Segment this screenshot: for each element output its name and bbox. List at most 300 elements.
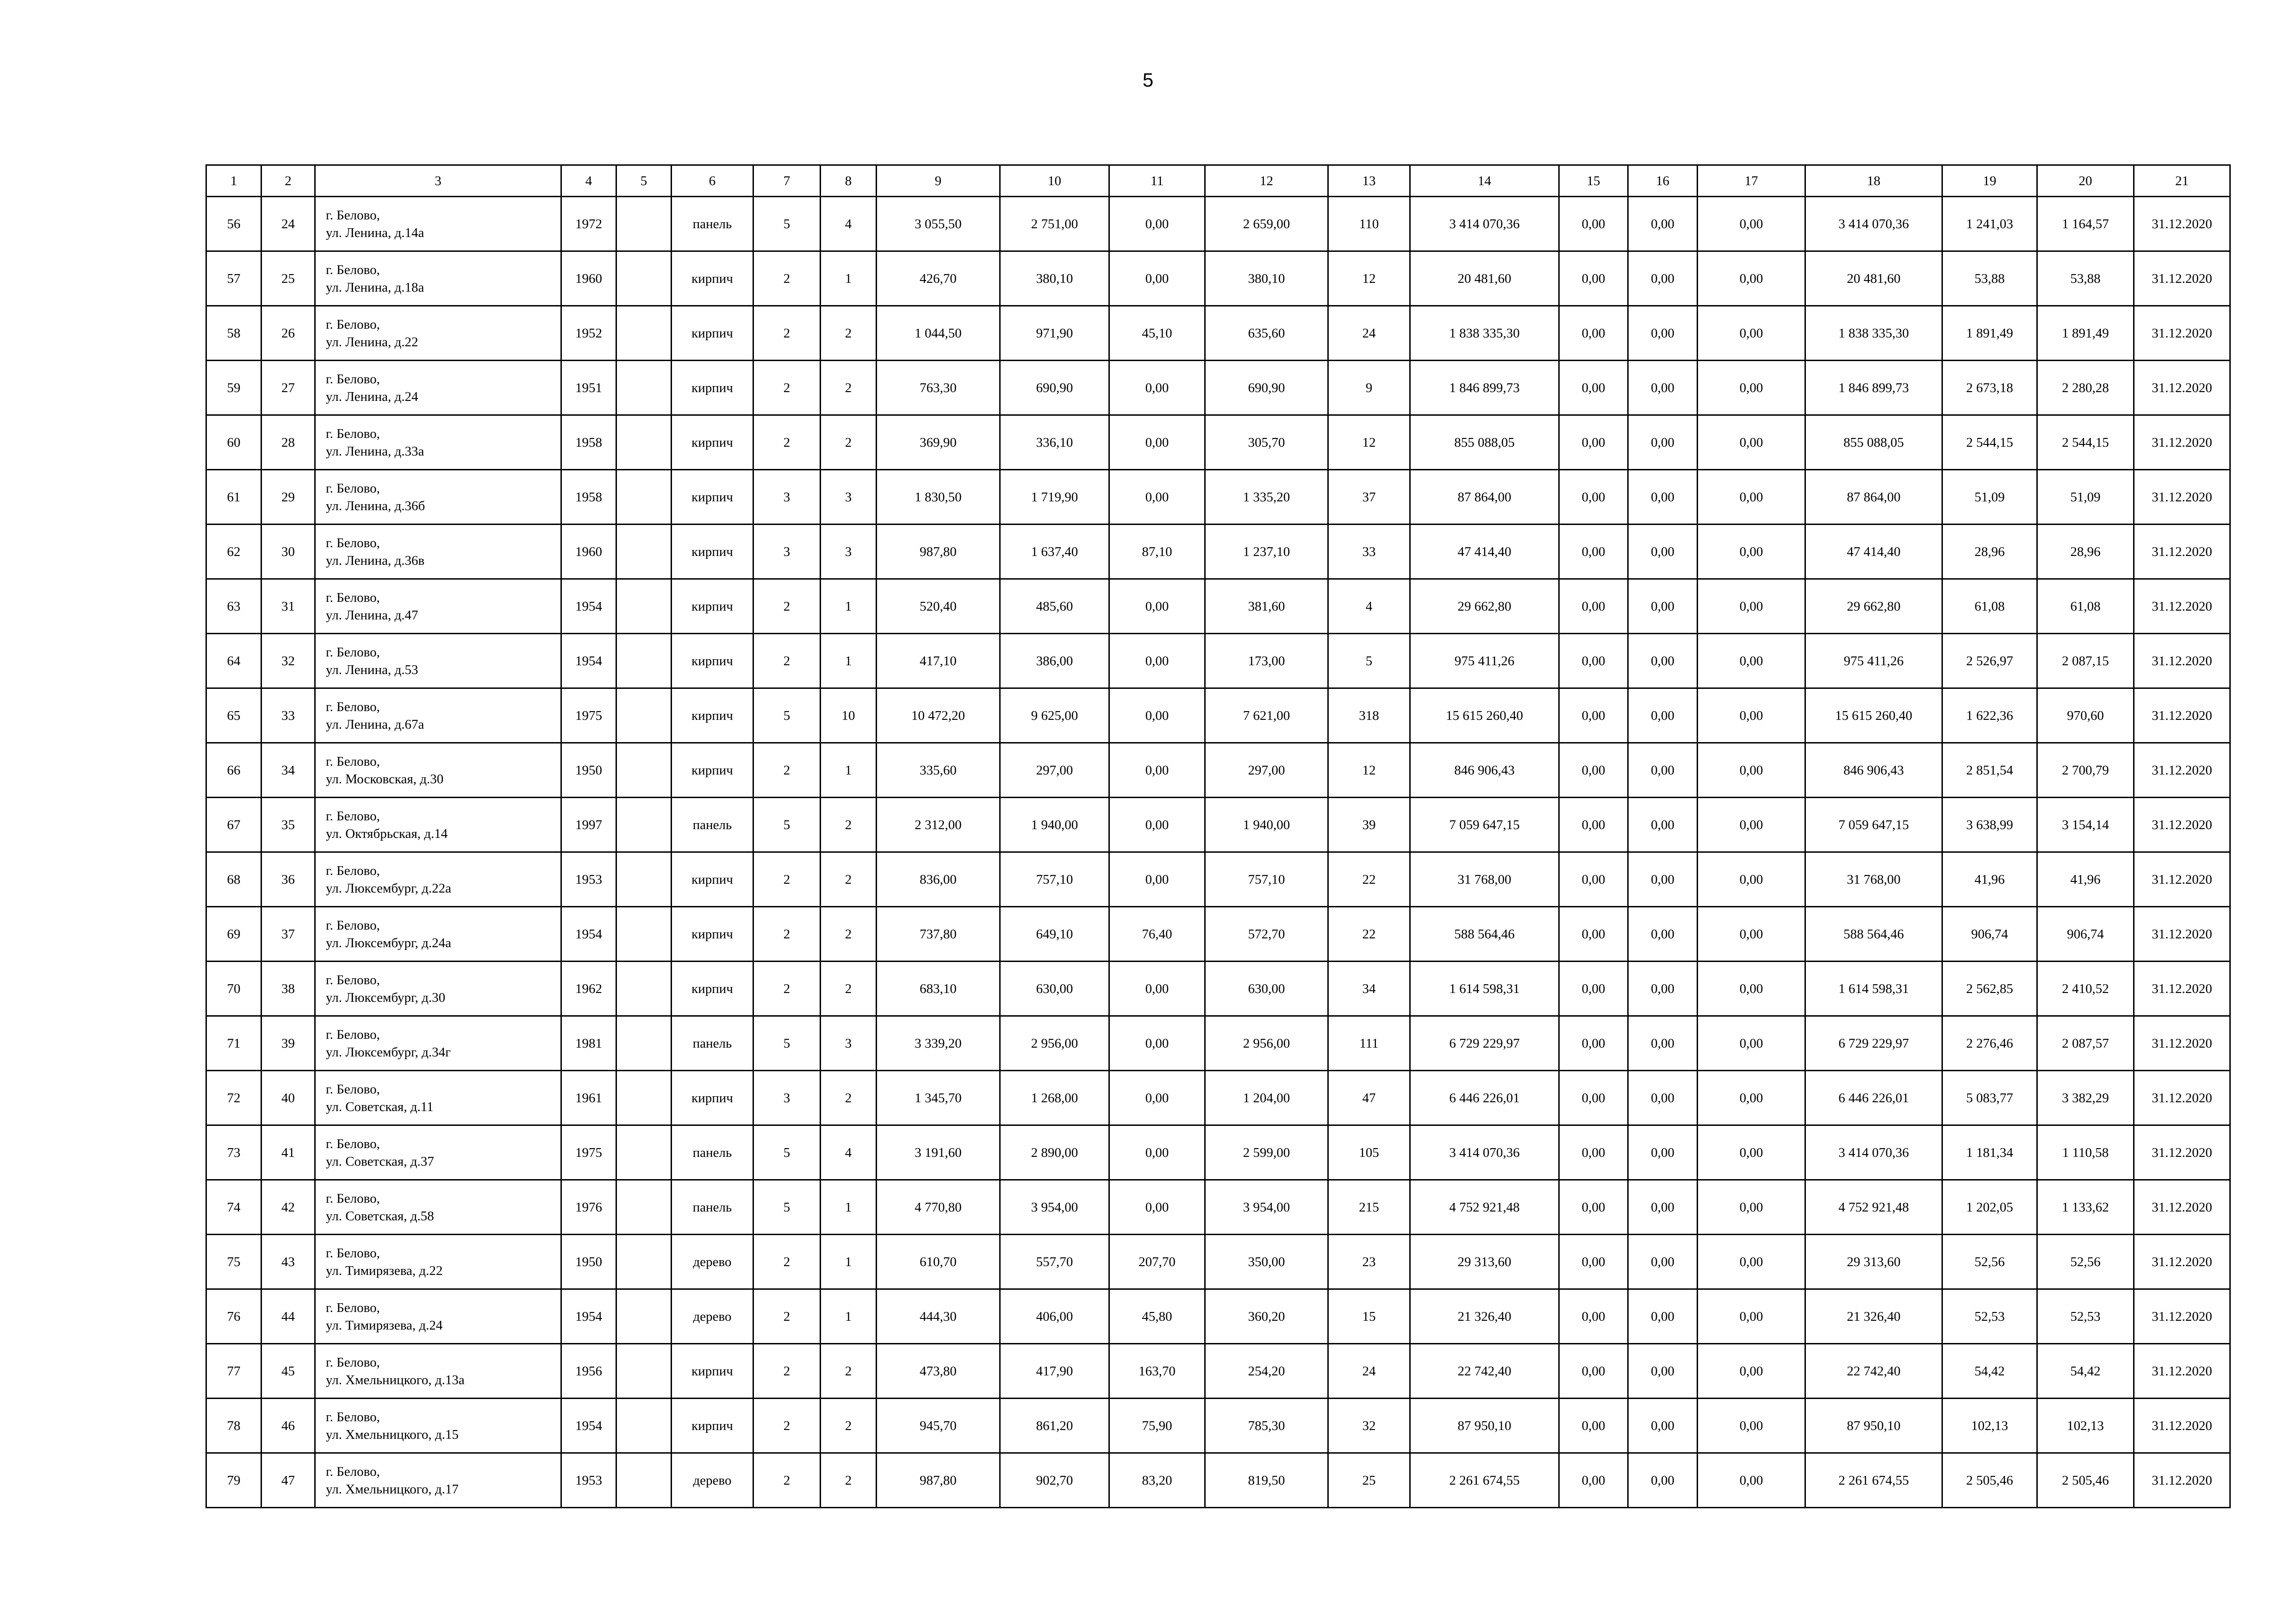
column-number-cell: 21: [2134, 165, 2230, 197]
address-city: г. Белово,: [326, 1245, 380, 1261]
table-cell-c10: 297,00: [1000, 743, 1109, 798]
table-cell-c17: 0,00: [1698, 962, 1805, 1016]
table-cell-c10: 9 625,00: [1000, 688, 1109, 743]
table-cell-c9: 3 055,50: [877, 197, 1000, 251]
table-cell-c1: 74: [206, 1180, 261, 1235]
table-cell-c6: кирпич: [672, 962, 753, 1016]
table-cell-c9: 2 312,00: [877, 798, 1000, 852]
table-cell-c21: 31.12.2020: [2134, 688, 2230, 743]
address-street: ул. Ленина, д.33а: [326, 443, 424, 459]
address-street: ул. Ленина, д.24: [326, 389, 418, 404]
column-number-cell: 18: [1805, 165, 1942, 197]
table-cell-c21: 31.12.2020: [2134, 415, 2230, 470]
table-cell-c5: [616, 1289, 672, 1344]
table-row: [206, 525, 2230, 579]
table-cell-c21: 31.12.2020: [2134, 1399, 2230, 1453]
table-cell-c4: 1958: [561, 470, 616, 525]
table-cell-c10: 861,20: [1000, 1399, 1109, 1453]
table-cell-c9: 4 770,80: [877, 1180, 1000, 1235]
table-cell-c4: 1954: [561, 634, 616, 688]
table-cell-c2: 31: [261, 579, 315, 634]
table-cell-c9: 945,70: [877, 1399, 1000, 1453]
table-cell-c18: 29 662,80: [1805, 579, 1942, 634]
table-cell-c8: 2: [821, 1453, 877, 1508]
table-row: [206, 688, 2230, 743]
table-cell-c11: 0,00: [1109, 798, 1205, 852]
table-cell-c7: 2: [753, 579, 821, 634]
table-cell-c21: 31.12.2020: [2134, 1016, 2230, 1071]
housing-registry-table: [205, 164, 2231, 1508]
table-cell-c19: 2 526,97: [1942, 634, 2037, 688]
table-cell-c13: 22: [1328, 907, 1410, 962]
address-city: г. Белово,: [326, 1136, 380, 1151]
table-cell-c6: дерево: [672, 1453, 753, 1508]
table-cell-c2: 43: [261, 1235, 315, 1289]
table-cell-c8: 3: [821, 525, 877, 579]
table-cell-c17: 0,00: [1698, 1344, 1805, 1399]
table-cell-c16: 0,00: [1628, 1016, 1698, 1071]
table-cell-c2: 28: [261, 415, 315, 470]
table-cell-c10: 1 268,00: [1000, 1071, 1109, 1125]
table-cell-c13: 4: [1328, 579, 1410, 634]
table-cell-c11: 163,70: [1109, 1344, 1205, 1399]
table-cell-c20: 2 544,15: [2037, 415, 2134, 470]
address-cell: [315, 1344, 561, 1399]
address-city: г. Белово,: [326, 699, 380, 714]
table-row: [206, 1453, 2230, 1508]
address-city: г. Белово,: [326, 207, 380, 223]
address-street: ул. Хмельницкого, д.17: [326, 1481, 459, 1497]
table-cell-c14: 87 864,00: [1410, 470, 1559, 525]
table-cell-c18: 3 414 070,36: [1805, 1125, 1942, 1180]
table-cell-c7: 5: [753, 1125, 821, 1180]
address-city: г. Белово,: [326, 317, 380, 332]
table-cell-c14: 975 411,26: [1410, 634, 1559, 688]
table-row: [206, 579, 2230, 634]
address-cell: [315, 907, 561, 962]
table-cell-c20: 51,09: [2037, 470, 2134, 525]
table-cell-c16: 0,00: [1628, 852, 1698, 907]
table-cell-c8: 2: [821, 1399, 877, 1453]
table-row: [206, 852, 2230, 907]
table-cell-c9: 1 345,70: [877, 1071, 1000, 1125]
table-cell-c6: панель: [672, 1180, 753, 1235]
table-cell-c18: 29 313,60: [1805, 1235, 1942, 1289]
table-cell-c20: 970,60: [2037, 688, 2134, 743]
table-cell-c7: 2: [753, 1235, 821, 1289]
table-cell-c14: 21 326,40: [1410, 1289, 1559, 1344]
table-cell-c6: дерево: [672, 1235, 753, 1289]
table-cell-c4: 1975: [561, 688, 616, 743]
table-cell-c6: кирпич: [672, 470, 753, 525]
table-cell-c16: 0,00: [1628, 1071, 1698, 1125]
table-cell-c20: 2 700,79: [2037, 743, 2134, 798]
table-cell-c16: 0,00: [1628, 197, 1698, 251]
table-row: [206, 1125, 2230, 1180]
table-cell-c1: 71: [206, 1016, 261, 1071]
table-cell-c2: 36: [261, 852, 315, 907]
table-cell-c9: 417,10: [877, 634, 1000, 688]
table-cell-c7: 2: [753, 743, 821, 798]
table-cell-c20: 2 410,52: [2037, 962, 2134, 1016]
table-cell-c6: кирпич: [672, 1399, 753, 1453]
table-cell-c20: 1 110,58: [2037, 1125, 2134, 1180]
table-cell-c18: 7 059 647,15: [1805, 798, 1942, 852]
table-cell-c9: 369,90: [877, 415, 1000, 470]
table-cell-c16: 0,00: [1628, 306, 1698, 361]
table-cell-c15: 0,00: [1559, 1125, 1628, 1180]
table-row: [206, 251, 2230, 306]
table-cell-c4: 1950: [561, 743, 616, 798]
table-cell-c21: 31.12.2020: [2134, 470, 2230, 525]
table-cell-c15: 0,00: [1559, 688, 1628, 743]
table-cell-c6: кирпич: [672, 634, 753, 688]
table-cell-c17: 0,00: [1698, 470, 1805, 525]
table-cell-c5: [616, 1071, 672, 1125]
table-cell-c21: 31.12.2020: [2134, 525, 2230, 579]
table-cell-c4: 1962: [561, 962, 616, 1016]
table-cell-c21: 31.12.2020: [2134, 743, 2230, 798]
table-cell-c14: 29 662,80: [1410, 579, 1559, 634]
table-cell-c8: 2: [821, 798, 877, 852]
table-cell-c13: 105: [1328, 1125, 1410, 1180]
table-cell-c13: 37: [1328, 470, 1410, 525]
table-cell-c2: 38: [261, 962, 315, 1016]
address-cell: [315, 1289, 561, 1344]
table-cell-c15: 0,00: [1559, 470, 1628, 525]
table-cell-c1: 57: [206, 251, 261, 306]
table-cell-c10: 2 890,00: [1000, 1125, 1109, 1180]
table-row: [206, 306, 2230, 361]
table-cell-c12: 572,70: [1205, 907, 1328, 962]
table-cell-c21: 31.12.2020: [2134, 306, 2230, 361]
table-cell-c4: 1960: [561, 525, 616, 579]
address-street: ул. Хмельницкого, д.15: [326, 1427, 459, 1442]
table-cell-c8: 1: [821, 1180, 877, 1235]
column-number-cell: 14: [1410, 165, 1559, 197]
table-cell-c6: панель: [672, 1016, 753, 1071]
table-cell-c2: 41: [261, 1125, 315, 1180]
table-cell-c14: 855 088,05: [1410, 415, 1559, 470]
table-cell-c14: 1 846 899,73: [1410, 361, 1559, 415]
address-city: г. Белово,: [326, 1300, 380, 1315]
table-cell-c4: 1976: [561, 1180, 616, 1235]
table-cell-c17: 0,00: [1698, 1125, 1805, 1180]
address-cell: [315, 197, 561, 251]
table-cell-c11: 45,80: [1109, 1289, 1205, 1344]
address-cell: [315, 1399, 561, 1453]
table-cell-c2: 45: [261, 1344, 315, 1399]
table-cell-c17: 0,00: [1698, 1016, 1805, 1071]
table-cell-c11: 0,00: [1109, 251, 1205, 306]
table-cell-c10: 1 719,90: [1000, 470, 1109, 525]
address-street: ул. Люксембург, д.30: [326, 990, 446, 1005]
table-cell-c13: 22: [1328, 852, 1410, 907]
table-cell-c17: 0,00: [1698, 852, 1805, 907]
address-street: ул. Советская, д.37: [326, 1154, 434, 1169]
table-cell-c2: 47: [261, 1453, 315, 1508]
table-cell-c15: 0,00: [1559, 1399, 1628, 1453]
column-number-header-row: [206, 165, 2230, 197]
address-cell: [315, 1071, 561, 1125]
table-cell-c6: кирпич: [672, 361, 753, 415]
table-cell-c13: 24: [1328, 306, 1410, 361]
table-cell-c5: [616, 306, 672, 361]
table-row: [206, 1071, 2230, 1125]
table-row: [206, 1235, 2230, 1289]
table-cell-c1: 70: [206, 962, 261, 1016]
table-cell-c10: 336,10: [1000, 415, 1109, 470]
table-cell-c12: 360,20: [1205, 1289, 1328, 1344]
address-city: г. Белово,: [326, 371, 380, 387]
table-cell-c21: 31.12.2020: [2134, 251, 2230, 306]
column-number-cell: 11: [1109, 165, 1205, 197]
table-cell-c17: 0,00: [1698, 1180, 1805, 1235]
table-cell-c19: 41,96: [1942, 852, 2037, 907]
table-cell-c20: 61,08: [2037, 579, 2134, 634]
table-cell-c14: 6 446 226,01: [1410, 1071, 1559, 1125]
table-cell-c17: 0,00: [1698, 1071, 1805, 1125]
table-cell-c2: 25: [261, 251, 315, 306]
table-cell-c4: 1954: [561, 1289, 616, 1344]
column-number-cell: 17: [1698, 165, 1805, 197]
table-cell-c9: 763,30: [877, 361, 1000, 415]
address-city: г. Белово,: [326, 754, 380, 769]
address-cell: [315, 1125, 561, 1180]
table-cell-c15: 0,00: [1559, 197, 1628, 251]
table-cell-c10: 406,00: [1000, 1289, 1109, 1344]
table-cell-c5: [616, 415, 672, 470]
table-row: [206, 470, 2230, 525]
table-cell-c9: 737,80: [877, 907, 1000, 962]
table-cell-c1: 76: [206, 1289, 261, 1344]
table-cell-c14: 3 414 070,36: [1410, 197, 1559, 251]
table-cell-c11: 0,00: [1109, 579, 1205, 634]
table-cell-c10: 1 940,00: [1000, 798, 1109, 852]
table-cell-c13: 39: [1328, 798, 1410, 852]
table-cell-c20: 2 087,57: [2037, 1016, 2134, 1071]
address-street: ул. Люксембург, д.34г: [326, 1044, 451, 1060]
address-city: г. Белово,: [326, 972, 380, 987]
address-city: г. Белово,: [326, 808, 380, 824]
table-cell-c7: 3: [753, 1071, 821, 1125]
table-cell-c15: 0,00: [1559, 962, 1628, 1016]
table-cell-c18: 20 481,60: [1805, 251, 1942, 306]
address-cell: [315, 798, 561, 852]
table-cell-c7: 2: [753, 1344, 821, 1399]
column-number-cell: 15: [1559, 165, 1628, 197]
table-cell-c16: 0,00: [1628, 1289, 1698, 1344]
table-cell-c19: 5 083,77: [1942, 1071, 2037, 1125]
table-cell-c21: 31.12.2020: [2134, 1453, 2230, 1508]
table-cell-c16: 0,00: [1628, 579, 1698, 634]
address-cell: [315, 470, 561, 525]
table-cell-c17: 0,00: [1698, 1399, 1805, 1453]
table-cell-c5: [616, 962, 672, 1016]
table-cell-c12: 3 954,00: [1205, 1180, 1328, 1235]
table-cell-c1: 78: [206, 1399, 261, 1453]
table-cell-c14: 22 742,40: [1410, 1344, 1559, 1399]
address-city: г. Белово,: [326, 863, 380, 878]
table-cell-c10: 902,70: [1000, 1453, 1109, 1508]
table-cell-c19: 1 241,03: [1942, 197, 2037, 251]
table-cell-c4: 1953: [561, 1453, 616, 1508]
table-row: [206, 1399, 2230, 1453]
table-cell-c12: 1 237,10: [1205, 525, 1328, 579]
table-row: [206, 1180, 2230, 1235]
table-cell-c21: 31.12.2020: [2134, 907, 2230, 962]
table-cell-c10: 557,70: [1000, 1235, 1109, 1289]
table-cell-c21: 31.12.2020: [2134, 1235, 2230, 1289]
table-cell-c16: 0,00: [1628, 1235, 1698, 1289]
column-number-cell: 1: [206, 165, 261, 197]
table-cell-c7: 2: [753, 1453, 821, 1508]
table-cell-c21: 31.12.2020: [2134, 1125, 2230, 1180]
table-cell-c12: 380,10: [1205, 251, 1328, 306]
table-cell-c19: 1 202,05: [1942, 1180, 2037, 1235]
table-cell-c8: 4: [821, 197, 877, 251]
address-cell: [315, 251, 561, 306]
table-cell-c1: 65: [206, 688, 261, 743]
table-cell-c14: 3 414 070,36: [1410, 1125, 1559, 1180]
table-cell-c16: 0,00: [1628, 525, 1698, 579]
table-cell-c18: 87 864,00: [1805, 470, 1942, 525]
table-cell-c4: 1954: [561, 1399, 616, 1453]
table-cell-c19: 53,88: [1942, 251, 2037, 306]
table-cell-c7: 2: [753, 962, 821, 1016]
table-cell-c10: 630,00: [1000, 962, 1109, 1016]
table-row: [206, 907, 2230, 962]
column-number-cell: 16: [1628, 165, 1698, 197]
table-cell-c5: [616, 798, 672, 852]
table-row: [206, 197, 2230, 251]
address-street: ул. Тимирязева, д.24: [326, 1318, 443, 1333]
table-cell-c8: 10: [821, 688, 877, 743]
table-cell-c4: 1958: [561, 415, 616, 470]
table-cell-c6: панель: [672, 1125, 753, 1180]
table-cell-c21: 31.12.2020: [2134, 197, 2230, 251]
table-cell-c5: [616, 743, 672, 798]
table-cell-c18: 4 752 921,48: [1805, 1180, 1942, 1235]
table-cell-c1: 79: [206, 1453, 261, 1508]
address-city: г. Белово,: [326, 262, 380, 277]
table-cell-c17: 0,00: [1698, 415, 1805, 470]
address-street: ул. Ленина, д.14а: [326, 225, 424, 240]
table-cell-c12: 635,60: [1205, 306, 1328, 361]
table-cell-c21: 31.12.2020: [2134, 852, 2230, 907]
table-cell-c18: 31 768,00: [1805, 852, 1942, 907]
table-cell-c5: [616, 1125, 672, 1180]
table-cell-c16: 0,00: [1628, 1344, 1698, 1399]
table-cell-c10: 757,10: [1000, 852, 1109, 907]
table-cell-c4: 1960: [561, 251, 616, 306]
table-cell-c6: кирпич: [672, 1344, 753, 1399]
table-cell-c21: 31.12.2020: [2134, 798, 2230, 852]
table-cell-c20: 54,42: [2037, 1344, 2134, 1399]
address-cell: [315, 525, 561, 579]
table-cell-c16: 0,00: [1628, 688, 1698, 743]
address-street: ул. Ленина, д.22: [326, 334, 418, 350]
address-cell: [315, 962, 561, 1016]
table-cell-c20: 1 164,57: [2037, 197, 2134, 251]
table-cell-c12: 1 204,00: [1205, 1071, 1328, 1125]
table-cell-c19: 61,08: [1942, 579, 2037, 634]
table-cell-c13: 12: [1328, 743, 1410, 798]
table-cell-c13: 24: [1328, 1344, 1410, 1399]
table-cell-c15: 0,00: [1559, 907, 1628, 962]
table-cell-c20: 52,53: [2037, 1289, 2134, 1344]
table-cell-c11: 0,00: [1109, 1125, 1205, 1180]
address-city: г. Белово,: [326, 426, 380, 441]
table-cell-c11: 75,90: [1109, 1399, 1205, 1453]
column-number-cell: 12: [1205, 165, 1328, 197]
table-cell-c13: 15: [1328, 1289, 1410, 1344]
table-cell-c11: 0,00: [1109, 197, 1205, 251]
table-cell-c19: 102,13: [1942, 1399, 2037, 1453]
address-street: ул. Советская, д.58: [326, 1208, 434, 1224]
table-cell-c7: 2: [753, 1289, 821, 1344]
table-cell-c13: 12: [1328, 415, 1410, 470]
table-cell-c12: 254,20: [1205, 1344, 1328, 1399]
table-cell-c2: 29: [261, 470, 315, 525]
table-cell-c9: 987,80: [877, 1453, 1000, 1508]
address-cell: [315, 1235, 561, 1289]
table-cell-c16: 0,00: [1628, 798, 1698, 852]
table-cell-c4: 1956: [561, 1344, 616, 1399]
table-cell-c17: 0,00: [1698, 579, 1805, 634]
table-cell-c20: 28,96: [2037, 525, 2134, 579]
table-cell-c20: 2 087,15: [2037, 634, 2134, 688]
table-cell-c20: 52,56: [2037, 1235, 2134, 1289]
address-cell: [315, 361, 561, 415]
table-cell-c20: 2 280,28: [2037, 361, 2134, 415]
address-city: г. Белово,: [326, 918, 380, 933]
table-cell-c8: 2: [821, 306, 877, 361]
table-cell-c15: 0,00: [1559, 306, 1628, 361]
table-cell-c13: 5: [1328, 634, 1410, 688]
address-street: ул. Октябрьская, д.14: [326, 826, 448, 841]
table-cell-c8: 2: [821, 907, 877, 962]
address-city: г. Белово,: [326, 1464, 380, 1479]
table-cell-c10: 2 956,00: [1000, 1016, 1109, 1071]
table-cell-c20: 2 505,46: [2037, 1453, 2134, 1508]
table-cell-c4: 1997: [561, 798, 616, 852]
table-cell-c6: кирпич: [672, 688, 753, 743]
table-cell-c4: 1954: [561, 907, 616, 962]
table-cell-c17: 0,00: [1698, 251, 1805, 306]
column-number-cell: 7: [753, 165, 821, 197]
table-cell-c9: 610,70: [877, 1235, 1000, 1289]
table-cell-c18: 1 614 598,31: [1805, 962, 1942, 1016]
table-cell-c1: 73: [206, 1125, 261, 1180]
table-cell-c16: 0,00: [1628, 470, 1698, 525]
table-cell-c18: 3 414 070,36: [1805, 197, 1942, 251]
table-cell-c8: 2: [821, 1344, 877, 1399]
table-cell-c17: 0,00: [1698, 306, 1805, 361]
table-cell-c10: 649,10: [1000, 907, 1109, 962]
table-cell-c21: 31.12.2020: [2134, 962, 2230, 1016]
table-cell-c9: 426,70: [877, 251, 1000, 306]
table-cell-c5: [616, 1453, 672, 1508]
address-street: ул. Ленина, д.36б: [326, 498, 425, 513]
table-cell-c1: 61: [206, 470, 261, 525]
table-cell-c4: 1972: [561, 197, 616, 251]
table-cell-c18: 15 615 260,40: [1805, 688, 1942, 743]
table-cell-c10: 485,60: [1000, 579, 1109, 634]
address-cell: [315, 579, 561, 634]
table-cell-c11: 76,40: [1109, 907, 1205, 962]
table-cell-c11: 0,00: [1109, 852, 1205, 907]
